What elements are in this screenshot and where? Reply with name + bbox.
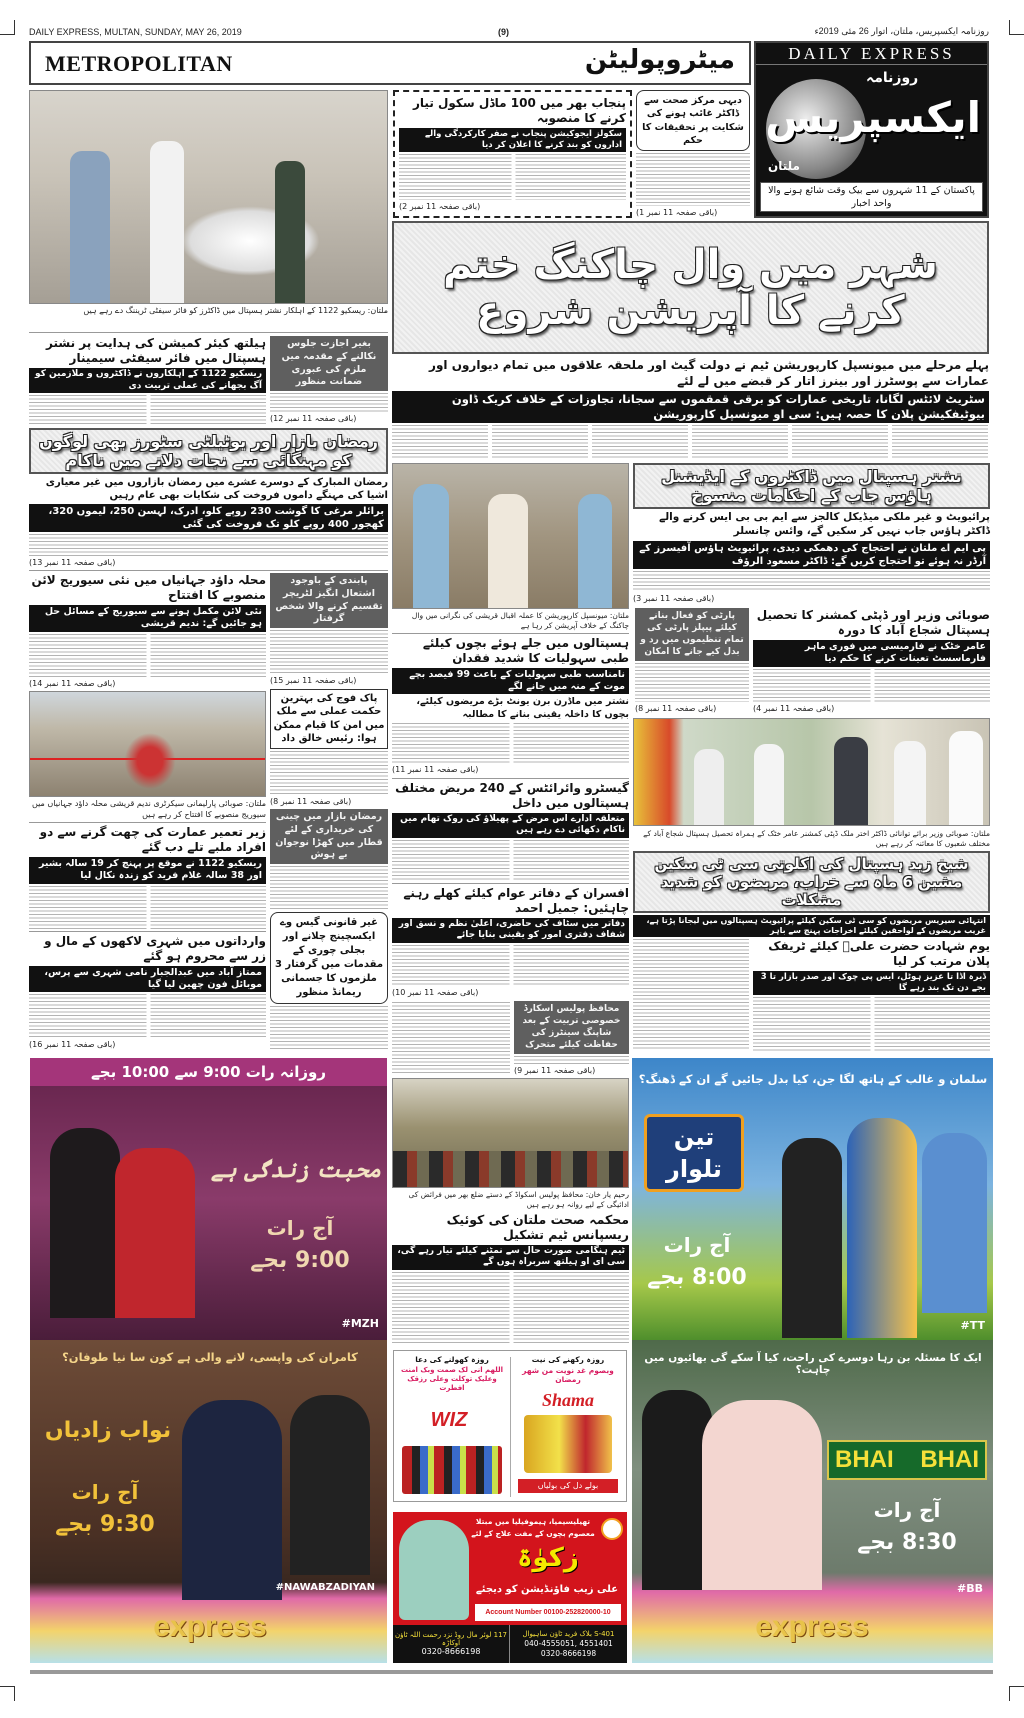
person-figure	[754, 744, 784, 826]
address-okara-block	[393, 1625, 510, 1663]
continued-ref: (باقی صفحہ 11 نمبر 2)	[399, 201, 481, 211]
lower-columns	[633, 939, 990, 1051]
hospital-visit-photo	[633, 718, 990, 826]
crop-mark	[1009, 1686, 1024, 1701]
ad-time: 9:30 بجے	[55, 1512, 155, 1537]
show-logo	[827, 1440, 987, 1480]
headline-illegal-gas: غیر قانونی گیس وے ایکسچینج چلانے اور بجلی چوری کے مقدمات میں گرفتار 3 ملزموں کا جسمانی ریمانڈ منظور	[270, 912, 388, 1004]
channel-logo: express	[755, 1610, 869, 1643]
ad-show-title: تین تلوار	[644, 1114, 744, 1192]
article-body	[636, 153, 750, 205]
ad-hashtag: #BB	[957, 1582, 983, 1595]
brand-wiz: WIZ	[430, 1409, 468, 1431]
divider	[392, 633, 629, 634]
subhead-bar: ڈیرہ اڈا تا عزیز ہوٹل، ایس پی چوک اور صدر بازار تا 3 بجے دن تک بند رہے گا	[753, 971, 990, 995]
headline-officers: افسران کے دفاتر عوام کیلئے کھلے رہنے چاہئیں: جمیل احمد	[403, 885, 629, 915]
section-title-urdu: میٹروپولیٹن	[584, 45, 735, 75]
continued-ref: (باقی صفحہ 11 نمبر 13)	[29, 557, 116, 567]
subhead-bar: پی ایم اے ملتان نے احتجاج کی دھمکی دیدی، پرائیویٹ ہاؤس آفیسرز کے آرڈر نہ ہوئے تو احتجاج کریں گے: ڈاکٹر مسعود الرؤف	[633, 541, 990, 569]
cooking-oil-products	[524, 1415, 612, 1473]
zakat-line1: تھیلیسیمیا، ہیموفیلیا میں مبتلا	[475, 1517, 591, 1526]
sehri-dua: وبصوم غد نویت من شهر رمضان	[522, 1366, 614, 1385]
brand-shama: Shama	[541, 1390, 595, 1410]
person-figure	[70, 151, 110, 304]
subhead-bar: نئی لائن مکمل ہونے سے سیوریج کے مسائل حل ہو جائیں گے: ندیم قریشی	[29, 605, 266, 632]
story-box-model-schools	[393, 90, 632, 218]
subhead-bar: ممتاز آباد میں عبدالجبار نامی شہری سے پرس، موبائل فون چھین لیا گیا	[29, 966, 266, 993]
address-sahiwal-block	[510, 1625, 627, 1663]
left-column-stories	[29, 573, 266, 1050]
article-body	[270, 630, 388, 674]
ad-time: 8:00 بجے	[647, 1265, 747, 1290]
photo-caption: ملتان: میونسپل کارپوریشن کا عملہ اقبال قریشی کی نگرانی میں وال چاکنگ کے خلاف آپریشن کر رہا ہے	[411, 611, 629, 630]
masthead-prefix: روزنامہ	[866, 70, 919, 86]
ad-hashtag: #MZH	[341, 1317, 379, 1330]
headline-traffic-plan: یوم شہادت حضرت علیؓ کیلئے ٹریفک پلان مرتب کر لیا	[768, 939, 990, 969]
headline-sugar-queue: رمضان بازار میں چینی کی خریداری کے لئے قطار میں کھڑا نوجوان بے ہوش	[270, 809, 388, 864]
actress-figure	[115, 1148, 195, 1318]
article-body	[635, 663, 749, 702]
photo-caption: رحیم یار خان: محافظ پولیس اسکواڈ کے دستے ضلع بھر میں فرائض کی ادائیگی کے لیے روانہ ہو رہے ہیں	[408, 1190, 629, 1209]
masthead-tagline: پاکستان کے 11 شہروں سے بیک وقت شائع ہونے والا واحد اخبار	[760, 182, 983, 212]
actor-figure	[702, 1400, 822, 1590]
headline-nishtar-house-job: نشتر ہسپتال میں ڈاکٹروں کے ایڈیشنل ہاؤس جاب کے احکامات منسوخ	[633, 463, 990, 509]
headline-police-escort: محافظ پولیس اسکارڈ خصوصی تربیت کے بعد شاپنگ سینٹرز کی حفاظت کیلئے متحرک	[514, 1001, 629, 1054]
story-traffic-plan	[753, 939, 990, 1051]
continued-ref: (باقی صفحہ 11 نمبر 1)	[636, 207, 718, 217]
story-bail	[270, 336, 388, 424]
person-figure	[894, 741, 926, 826]
channel-logo: express	[153, 1610, 267, 1643]
lead-headline: شہر میں وال چاکنگ ختم کرنے کا آپریشن شروع	[392, 221, 989, 354]
headline-gastro: گیسٹرو وائرائٹس کے 240 مریض مختلف ہسپتالوں میں داخل	[395, 780, 629, 810]
story-ramadan-bazaar	[29, 428, 388, 568]
headline-model-schools: پنجاب بھر میں 100 ماڈل سکول تیار کرنے کا منصوبہ	[413, 96, 626, 125]
subhead-bar: ریسکیو 1122 کے اہلکاروں نے ڈاکٹروں و ملازمین کو آگ بجھانے کی عملی تربیت دی	[29, 368, 266, 393]
ad-shama-wiz[interactable]	[393, 1350, 627, 1502]
section-header	[29, 41, 751, 85]
lead-subhead: پہلے مرحلے میں میونسپل کارپوریشن ٹیم نے دولت گیٹ اور ملحقہ علاقوں میں تمام دیواروں اور عمارات سے پوسٹرز اور بینرز اتار کر قبضے میں لے لئے	[429, 358, 989, 388]
continued-ref: (باقی صفحہ 11 نمبر 14)	[29, 678, 116, 688]
person-figure	[949, 731, 983, 826]
continued-ref: (باقی صفحہ 11 نمبر 3)	[633, 593, 715, 603]
actor-figure	[50, 1128, 120, 1318]
person-figure	[694, 749, 724, 826]
left-narrow-column	[270, 573, 388, 1050]
zakat-foundation: علی زیب فاؤنڈیشن کو دیجئے	[475, 1584, 619, 1595]
right-column-lower	[633, 829, 990, 1051]
lead-article-body	[392, 425, 989, 459]
dateline-english: DAILY EXPRESS, MULTAN, SUNDAY, MAY 26, 2019	[29, 27, 242, 37]
headline-sewerage: محلہ داؤد جہانیاں میں نئی سیوریج لائن منصوبے کا افتتاح	[31, 573, 266, 602]
subhead-bar: ٹیم ہنگامی صورت حال سے نمٹنے کیلئے تیار رہے گی، سی ای او ہیلتھ سربراہ ہوں گے	[392, 1245, 629, 1270]
iftar-dua: اللهم انی لک صمت وبک امنت وعلیک توکلت وعلی رزقک افطرت	[400, 1366, 504, 1393]
story-quick-response	[392, 1078, 629, 1343]
zakat-line2: معصوم بچوں کے مفت علاج کے لئے	[471, 1529, 595, 1538]
ad-tagline: کامران کی واپسی، لانے والی ہے کون سا نیا طوفان؟	[62, 1350, 358, 1364]
article-body	[633, 571, 990, 592]
headline-rural-health: دیہی مرکز صحت سے ڈاکٹر غائب ہونے کی شکایت پر تحقیقات کا حکم	[636, 90, 750, 151]
ad-show-title: محبت زندگی ہے	[210, 1158, 381, 1183]
ad-tagline: ایک کا مسئلہ بن رہا دوسرے کی راحت، کیا آ سکے گی بھائیوں میں چاہت؟	[644, 1352, 982, 1376]
article-body	[270, 1006, 388, 1050]
ad-teen-talwar[interactable]	[632, 1058, 993, 1340]
ad-hashtag: #NAWABZADIYAN	[275, 1582, 375, 1593]
headline-quick-response: محکمہ صحت ملتان کی کوئیک ریسپانس ٹیم تشکیل	[446, 1211, 629, 1243]
photo-caption: ملتان: ریسکیو 1122 کے اہلکار نشتر ہسپتال میں ڈاکٹرز کو فائر سیفٹی ٹریننگ دے رہے ہیں	[83, 306, 388, 315]
subhead: رمضان المبارک کے دوسرے عشرے میں رمضان بازاروں میں غیر معیاری اشیا کی مہنگے داموں فروخت کی شکایات بھی عام رہیں	[45, 477, 388, 502]
article-body	[392, 840, 629, 881]
worker-figure	[413, 484, 449, 609]
crop-mark	[0, 20, 15, 35]
continued-ref: (باقی صفحہ 11 نمبر 16)	[29, 1039, 116, 1049]
mobile-sahiwal: 0320-8666198	[540, 1649, 597, 1658]
article-body	[270, 393, 388, 411]
ad-time: 8:30 بجے	[857, 1530, 957, 1555]
address-sahiwal: S-401 بلاک فرید ٹاؤن ساہیوال	[522, 1630, 615, 1638]
divider	[29, 822, 266, 823]
article-body	[392, 945, 629, 986]
ad-tagline: سلمان و غالب کے ہاتھ لگا جن، کیا بدل جائیں گے ان کے ڈھنگ؟	[638, 1072, 988, 1086]
headline-ramadan-bazaar: رمضان بازار اور یوٹیلٹی سٹورز بھی لوگوں کو مہنگائی سے نجات دلانے میں ناکام	[29, 428, 388, 474]
divider	[29, 332, 388, 333]
sehri-title: روزہ رکھنے کی نیت	[531, 1355, 605, 1364]
headline-building-collapse: زیر تعمیر عمارت کی چھت گرنے سے دو افراد ملبے تلے دب گئے	[39, 824, 266, 854]
actor-figure	[922, 1133, 987, 1313]
ad-show-title: نواب زادیاں	[44, 1418, 172, 1443]
headline-ct-scan: شیخ زید ہسپتال کی اکلوتی سی ٹی سکین مشین 6 ماہ سے خراب، مریضوں کو شدید مشکلات	[633, 851, 990, 913]
subhead-bar: عامر خٹک نے فارمیسی میں فوری ماہر فارماسسٹ تعینات کرنے کا حکم دیا	[753, 640, 990, 667]
show-title-right: BHAI	[920, 1446, 979, 1473]
dateline-urdu: روزنامہ ایکسپریس، ملتان، اتوار 26 مئی 2019ء	[814, 26, 989, 36]
phone-okara: 0320-8666198	[421, 1647, 481, 1656]
cleaning-products	[402, 1446, 502, 1494]
article-body	[270, 751, 388, 795]
headline-burn-unit: ہسپتالوں میں جلے ہوئے بچوں کیلئے طبی سہولیات کا شدید فقدان	[422, 635, 629, 665]
article-body	[270, 866, 388, 910]
zakat-title: زکوٰۃ	[517, 1543, 579, 1573]
person-figure	[275, 161, 305, 304]
ad-tonight: آج رات	[71, 1480, 139, 1504]
photo-caption: ملتان: صوبائی وزیر برائے توانائی ڈاکٹر اختر ملک ڈپٹی کمشنر عامر خٹک کے ہمراہ تحصیل ہسپتال شجاع آباد کے مختلف شعبوں کا معائنہ کر رہے ہیں	[643, 829, 990, 848]
person-figure	[150, 141, 184, 304]
wall-chalking-photo	[392, 463, 629, 609]
subhead-bar: برائلر مرغی کا گوشت 230 روپے کلو، ادرک، لہسن 250، لیموں 320، کھجور 400 روپے کلو تک فروخت کی گئی	[29, 504, 388, 532]
ad-mohabbat-zindagi-hai[interactable]	[30, 1058, 387, 1340]
ad-bhai-bhai[interactable]	[632, 1340, 993, 1663]
foundation-logo	[601, 1518, 623, 1540]
fire-drill-photo	[29, 90, 388, 304]
article-body	[392, 1272, 629, 1343]
crop-mark	[1009, 20, 1024, 35]
ad-hashtag: #TT	[960, 1319, 985, 1332]
iftar-title: روزہ کھولنے کی دعا	[415, 1355, 489, 1364]
account-number: Account Number 00100-252820000-10	[475, 1604, 621, 1621]
police-squad-photo	[392, 1078, 629, 1188]
photo-caption: ملتان: صوبائی پارلیمانی سیکرٹری ندیم قریشی محلہ داؤد جہانیاں میں سیوریج منصوبے کا افتتاح کر رہے ہیں	[32, 799, 266, 819]
story-minister-visit	[753, 608, 990, 714]
crop-mark	[0, 1686, 15, 1701]
ad-tonight: آج رات	[266, 1216, 334, 1240]
article-body	[399, 154, 626, 200]
story-ppp-party	[635, 608, 749, 714]
ad-tonight: آج رات	[663, 1233, 731, 1257]
actor-figure	[782, 1138, 842, 1338]
actress-figure	[847, 1118, 917, 1338]
story-nishtar-house-job	[633, 463, 990, 604]
article-body	[753, 997, 990, 1051]
divider	[510, 1357, 511, 1497]
headline-fire-seminar: ہیلتھ کیئر کمیشن کی ہدایت پر نشتر ہسپتال میں فائر سیفٹی سیمینار	[46, 336, 266, 365]
show-title-left: BHAI	[835, 1446, 894, 1473]
subhead-bar: سکولز ایجوکیشن پنجاب نے صفر کارکردگی والے اداروں کو بند کرنے کا اعلان کر دیا	[399, 128, 626, 152]
headline-robberies: وارداتوں میں شہری لاکھوں کے مال و زر سے محروم ہو گئے	[44, 933, 266, 963]
story-police-escort	[514, 1001, 629, 1076]
child-photo	[399, 1520, 469, 1620]
ad-zakat-foundation[interactable]	[393, 1512, 627, 1663]
divider	[29, 570, 388, 571]
article-body	[29, 534, 388, 555]
phone-sahiwal: 040-4555051, 4551401	[524, 1639, 613, 1648]
story-rural-health	[636, 90, 750, 218]
article-body	[29, 634, 266, 677]
continued-ref: (باقی صفحہ 11 نمبر 8)	[270, 796, 352, 806]
ad-time: 9:00 بجے	[250, 1248, 350, 1273]
ad-tonight: آج رات	[873, 1498, 941, 1522]
article-body	[29, 395, 266, 424]
article-body	[514, 1056, 629, 1064]
continued-ref: (باقی صفحہ 11 نمبر 4)	[753, 703, 835, 713]
shama-slogan: بولے دل کی بولیاں	[518, 1479, 618, 1493]
subhead: نشتر میں ماڈرن برن یونٹ بڑے مریضوں کیلئے، بچوں کا داخلہ یقینی بنانے کا مطالبہ	[416, 696, 629, 720]
article-body	[633, 939, 749, 1051]
ad-timing: روزانہ رات 9:00 سے 10:00 بجے	[91, 1063, 326, 1081]
divider	[29, 931, 266, 932]
subhead-bar: نامناسب طبی سہولیات کے باعث 99 فیصد بچے موت کے منہ میں جانے لگے	[392, 668, 629, 695]
garland	[120, 728, 180, 794]
page-number: (9)	[498, 27, 509, 37]
article-body	[392, 723, 629, 764]
subhead-bar: ریسکیو 1122 نے موقع پر پہنچ کر 19 سالہ بشیر اور 38 سالہ غلام فرید کو زندہ نکال لیا	[29, 857, 266, 884]
continued-ref: (باقی صفحہ 11 نمبر 11)	[392, 765, 479, 775]
divider	[392, 883, 629, 884]
actress-figure	[290, 1395, 370, 1575]
worker-figure	[578, 494, 612, 609]
motorcycles	[393, 1151, 629, 1188]
article-body	[753, 669, 990, 702]
masthead-city: ملتان	[768, 159, 800, 173]
continued-ref: (باقی صفحہ 11 نمبر 15)	[270, 676, 357, 686]
page-bottom-rule	[30, 1670, 993, 1674]
headline-bail: بغیر اجازت جلوس نکالنے کے مقدمہ میں ملزم کی عبوری ضمانت منظور	[270, 336, 388, 391]
section-title-english: METROPOLITAN	[45, 51, 233, 76]
lead-subhead-bar: سٹریٹ لائٹس لگانا، تاریخی عمارات کو برقی قمقموں سے سجانا، تجاوزات کے خلاف کریک ڈاون بیوٹیفکیشن پلان کا حصہ ہیں: سی او میونسپل کارپوریشن	[392, 391, 989, 423]
person-figure	[834, 737, 868, 826]
continued-ref: (باقی صفحہ 11 نمبر 12)	[270, 413, 357, 423]
lead-story	[392, 358, 989, 459]
address-strip	[393, 1625, 627, 1663]
subhead-bar: دفاتر میں سٹاف کی حاضری، اعلیٰ نظم و نسق اور شفاف دفتری امور کو یقینی بنایا جائے	[392, 918, 629, 943]
subhead-bar: انتہائی سیریس مریضوں کو سی ٹی سکین کیلئے پرائیویٹ ہسپتالوں میں لیجانا پڑتا ہے، غریب مریضوں کے لواحقین کیلئے اخراجات پہنچ سے باہر	[633, 915, 990, 938]
actor-figure	[182, 1400, 282, 1600]
story-fire-seminar	[29, 336, 266, 424]
continued-ref: (باقی صفحہ 11 نمبر 8)	[635, 703, 717, 713]
masthead-logo	[754, 41, 989, 218]
headline-pak-army: پاک فوج کی بہترین حکمت عملی سے ملک میں امن کا قیام ممکن ہوا: رئیس خالق داد	[270, 689, 388, 749]
worker-figure	[488, 494, 528, 609]
ad-nawabzadiyan[interactable]	[30, 1340, 387, 1663]
divider	[392, 778, 629, 779]
masthead-urdu-name: ایکسپریس	[765, 93, 981, 142]
inauguration-photo	[29, 691, 266, 797]
article-body	[29, 886, 266, 929]
headline-literature-arrest: پابندی کے باوجود اشتعال انگیز لٹریچر تقسیم کرنے والا شخص گرفتار	[270, 573, 388, 628]
masthead-english-name: DAILY EXPRESS	[756, 43, 987, 65]
subhead: پرائیویٹ و غیر ملکی میڈیکل کالجز سے ایم بی بی ایس کرنے والے ڈاکٹر ہاؤس جاب نہیں کر سکیں گے، وائس چانسلر	[659, 511, 990, 538]
article-body	[29, 994, 266, 1037]
continued-ref: (باقی صفحہ 11 نمبر 9)	[514, 1065, 596, 1075]
headline-ppp-party: پارٹی کو فعال بنانے کیلئے پیپلز پارٹی کی تمام تنظیموں میں رد و بدل کیے جانے کا امکان	[635, 608, 749, 661]
center-column-stories	[392, 611, 629, 998]
subhead-bar: متعلقہ ادارے اس مرض کے پھیلاؤ کی روک تھام میں ناکام دکھائی دے رہے ہیں	[392, 813, 629, 838]
headline-minister-visit: صوبائی وزیر اور ڈپٹی کمشنر کا تحصیل ہسپتال شجاع آباد کا دورہ	[756, 608, 990, 637]
article-body	[392, 1002, 510, 1074]
address-okara: 117 لوئر مال روڈ نزد رحمت اللہ ٹاؤن اوکاڑہ	[394, 1631, 507, 1647]
continued-ref: (باقی صفحہ 11 نمبر 10)	[392, 987, 479, 997]
